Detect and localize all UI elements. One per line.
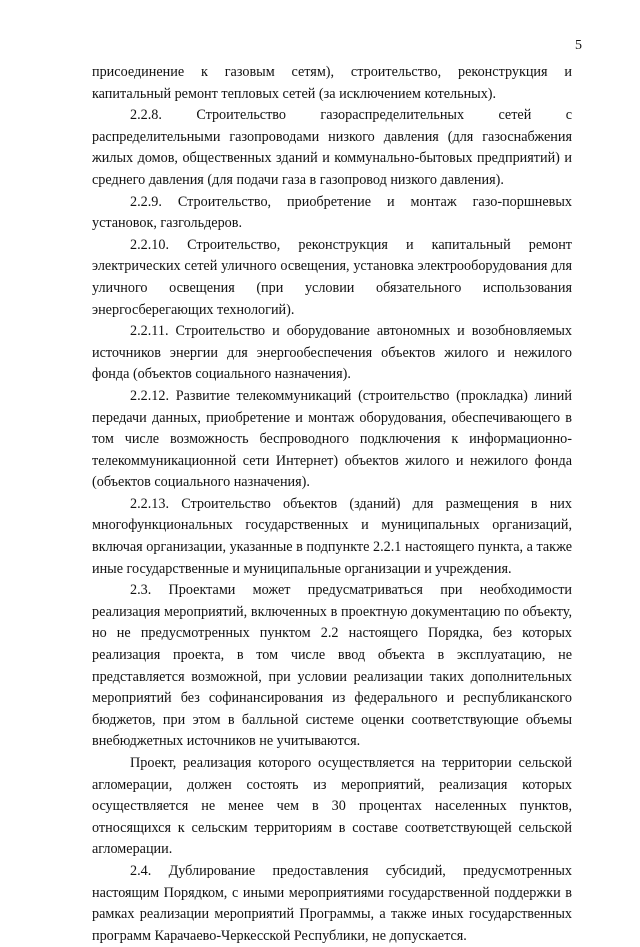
paragraph-2-2-8: 2.2.8. Строительство газораспределительных сетей с распределительными газопроводами низкого давления (для газоснабжения жилых домов, общественных зданий и коммунально-бытовых предприятий) и среднего давления (для подачи газа в газопровод низкого давления). [92, 107, 572, 188]
document-body [92, 62, 572, 947]
paragraph-2-2-11: 2.2.11. Строительство и оборудование автономных и возобновляемых источников энергии для энергообеспечения объектов жилого и нежилого фонда (объектов социального назначения). [92, 323, 572, 383]
paragraph-2-2-13: 2.2.13. Строительство объектов (зданий) для размещения в них многофункциональных государственных и муниципальных организаций, включая организации, указанные в подпункте 2.2.1 настоящего пункта, а также иные государственные и муниципальные организации и учреждения. [92, 495, 572, 577]
paragraph-project-agglomeration: Проект, реализация которого осуществляется на территории сельской агломерации, должен состоять из мероприятий, реализация которых осуществляется не менее чем в 30 процентах населенных пунктов, относящихся к сельским территориям в составе соответствующей сельской агломерации. [92, 755, 572, 858]
paragraph-2-2-9: 2.2.9. Строительство, приобретение и монтаж газо-поршневых установок, газгольдеров. [92, 193, 572, 232]
paragraph-continuation: присоединение к газовым сетям), строительство, реконструкция и капитальный ремонт тепловых сетей (за исключением котельных). [92, 64, 572, 102]
page-number: 5 [575, 38, 582, 53]
paragraph-2-2-10: 2.2.10. Строительство, реконструкция и капитальный ремонт электрических сетей уличного освещения, установка электрооборудования для уличного освещения (при условии обязательного использования энергосберегающих технологий). [92, 236, 572, 318]
paragraph-2-2-12: 2.2.12. Развитие телекоммуникаций (строительство (прокладка) линий передачи данных, приобретение и монтаж оборудования, обеспечивающего в том числе возможность беспроводного подключения к информационно-телекоммуникационной сети Интернет) объектов жилого и нежилого фонда (объектов социального назначения). [92, 387, 572, 491]
paragraph-2-3: 2.3. Проектами может предусматриваться при необходимости реализация мероприятий, включенных в проектную документацию по объекту, но не предусмотренных пунктом 2.2 настоящего Порядка, без которых реализация проекта, в том числе ввод объекта в эксплуатацию, не представляется возможной, при условии реализации таких дополнительных мероприятий без софинансирования из федерального и республиканского бюджетов, при этом в балльной системе оценки соответствующие объемы внебюджетных источников не учитываются. [92, 582, 572, 750]
paragraph-2-4: 2.4. Дублирование предоставления субсидий, предусмотренных настоящим Порядком, с иными мероприятиями государственной поддержки в рамках реализации мероприятий Программы, а также иных государственных программ Карачаево-Черкесской Республики, не допускается. [92, 862, 572, 944]
